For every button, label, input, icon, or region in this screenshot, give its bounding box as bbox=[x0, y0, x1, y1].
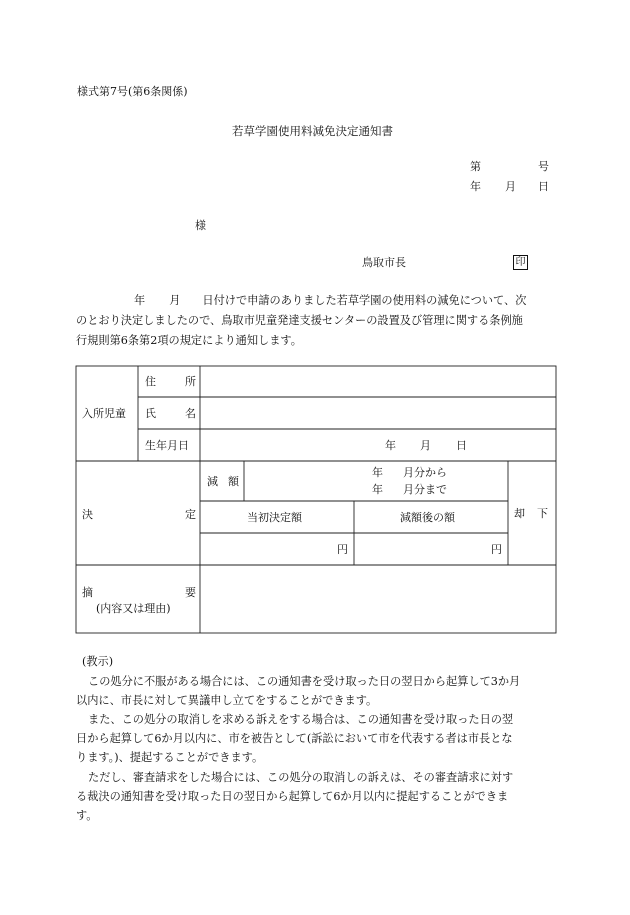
name-label-2: 名 bbox=[185, 407, 196, 420]
birth-year: 年 bbox=[385, 439, 396, 452]
intro-line-2: のとおり決定しましたので、鳥取市児童発達支援センターの設置及び管理に関する条例施 bbox=[76, 314, 523, 327]
date-year: 年 bbox=[470, 180, 481, 193]
birth-month: 月 bbox=[420, 439, 431, 452]
number-suffix: 号 bbox=[538, 160, 549, 173]
reject-label-2: 下 bbox=[537, 507, 548, 520]
period-to: 年 月分まで bbox=[372, 483, 447, 496]
document-title: 若草学園使用料減免決定通知書 bbox=[232, 124, 393, 138]
summary-label-2: 要 bbox=[185, 586, 196, 599]
birth-label: 生年月日 bbox=[145, 439, 189, 452]
issuer: 鳥取市長 bbox=[362, 256, 406, 269]
summary-note: (内容又は理由) bbox=[96, 602, 171, 615]
child-label: 入所児童 bbox=[82, 407, 126, 420]
notice-line-3: また、この処分の取消しを求める訴えをする場合は、この通知書を受け取った日の翌 bbox=[88, 713, 514, 726]
intro-line-3: 行規則第6条第2項の規定により通知します。 bbox=[76, 334, 302, 347]
decision-label-1: 決 bbox=[82, 508, 93, 521]
notice-line-7: る裁決の通知書を受け取った日の翌日から起算して6か月以内に提起することができま bbox=[76, 790, 509, 803]
reduced-amount-header: 減額後の額 bbox=[400, 511, 455, 524]
notice-line-5: ります。)、提起することができます。 bbox=[76, 751, 264, 764]
reduction-label-1: 減 bbox=[207, 475, 218, 488]
intro-line-1: 年 月 日付けで申請のありました若草学園の使用料の減免について、次 bbox=[134, 294, 527, 307]
seal-mark: 印 bbox=[513, 255, 528, 270]
address-label-1: 住 bbox=[145, 375, 156, 388]
address-label-2: 所 bbox=[185, 375, 196, 388]
decision-label-2: 定 bbox=[185, 508, 196, 521]
birth-day: 日 bbox=[456, 439, 467, 452]
notice-line-2: 以内に、市長に対して異議申し立てをすることができます。 bbox=[76, 694, 378, 707]
period-from: 年 月分から bbox=[372, 466, 447, 479]
reduced-amount-yen: 円 bbox=[491, 543, 502, 556]
date-day: 日 bbox=[538, 180, 549, 193]
original-amount-header: 当初決定額 bbox=[247, 511, 302, 524]
notice-heading: (教示) bbox=[82, 655, 114, 668]
form-id: 様式第7号(第6条関係) bbox=[77, 85, 188, 98]
number-prefix: 第 bbox=[470, 160, 481, 173]
reject-label-1: 却 bbox=[514, 507, 525, 520]
notice-line-4: 日から起算して6か月以内に、市を被告として(訴訟において市を代表する者は市長とな bbox=[76, 732, 513, 745]
date-month: 月 bbox=[505, 180, 516, 193]
notice-line-1: この処分に不服がある場合には、この通知書を受け取った日の翌日から起算して3か月 bbox=[88, 675, 521, 688]
notice-line-6: ただし、審査請求をした場合には、この処分の取消しの訴えは、その審査請求に対す bbox=[88, 771, 514, 784]
name-label-1: 氏 bbox=[145, 407, 156, 420]
reduction-label-2: 額 bbox=[228, 475, 239, 488]
notice-line-8: す。 bbox=[76, 809, 98, 822]
summary-label-1: 摘 bbox=[82, 586, 93, 599]
original-amount-yen: 円 bbox=[337, 543, 348, 556]
addressee-suffix: 様 bbox=[195, 219, 206, 232]
